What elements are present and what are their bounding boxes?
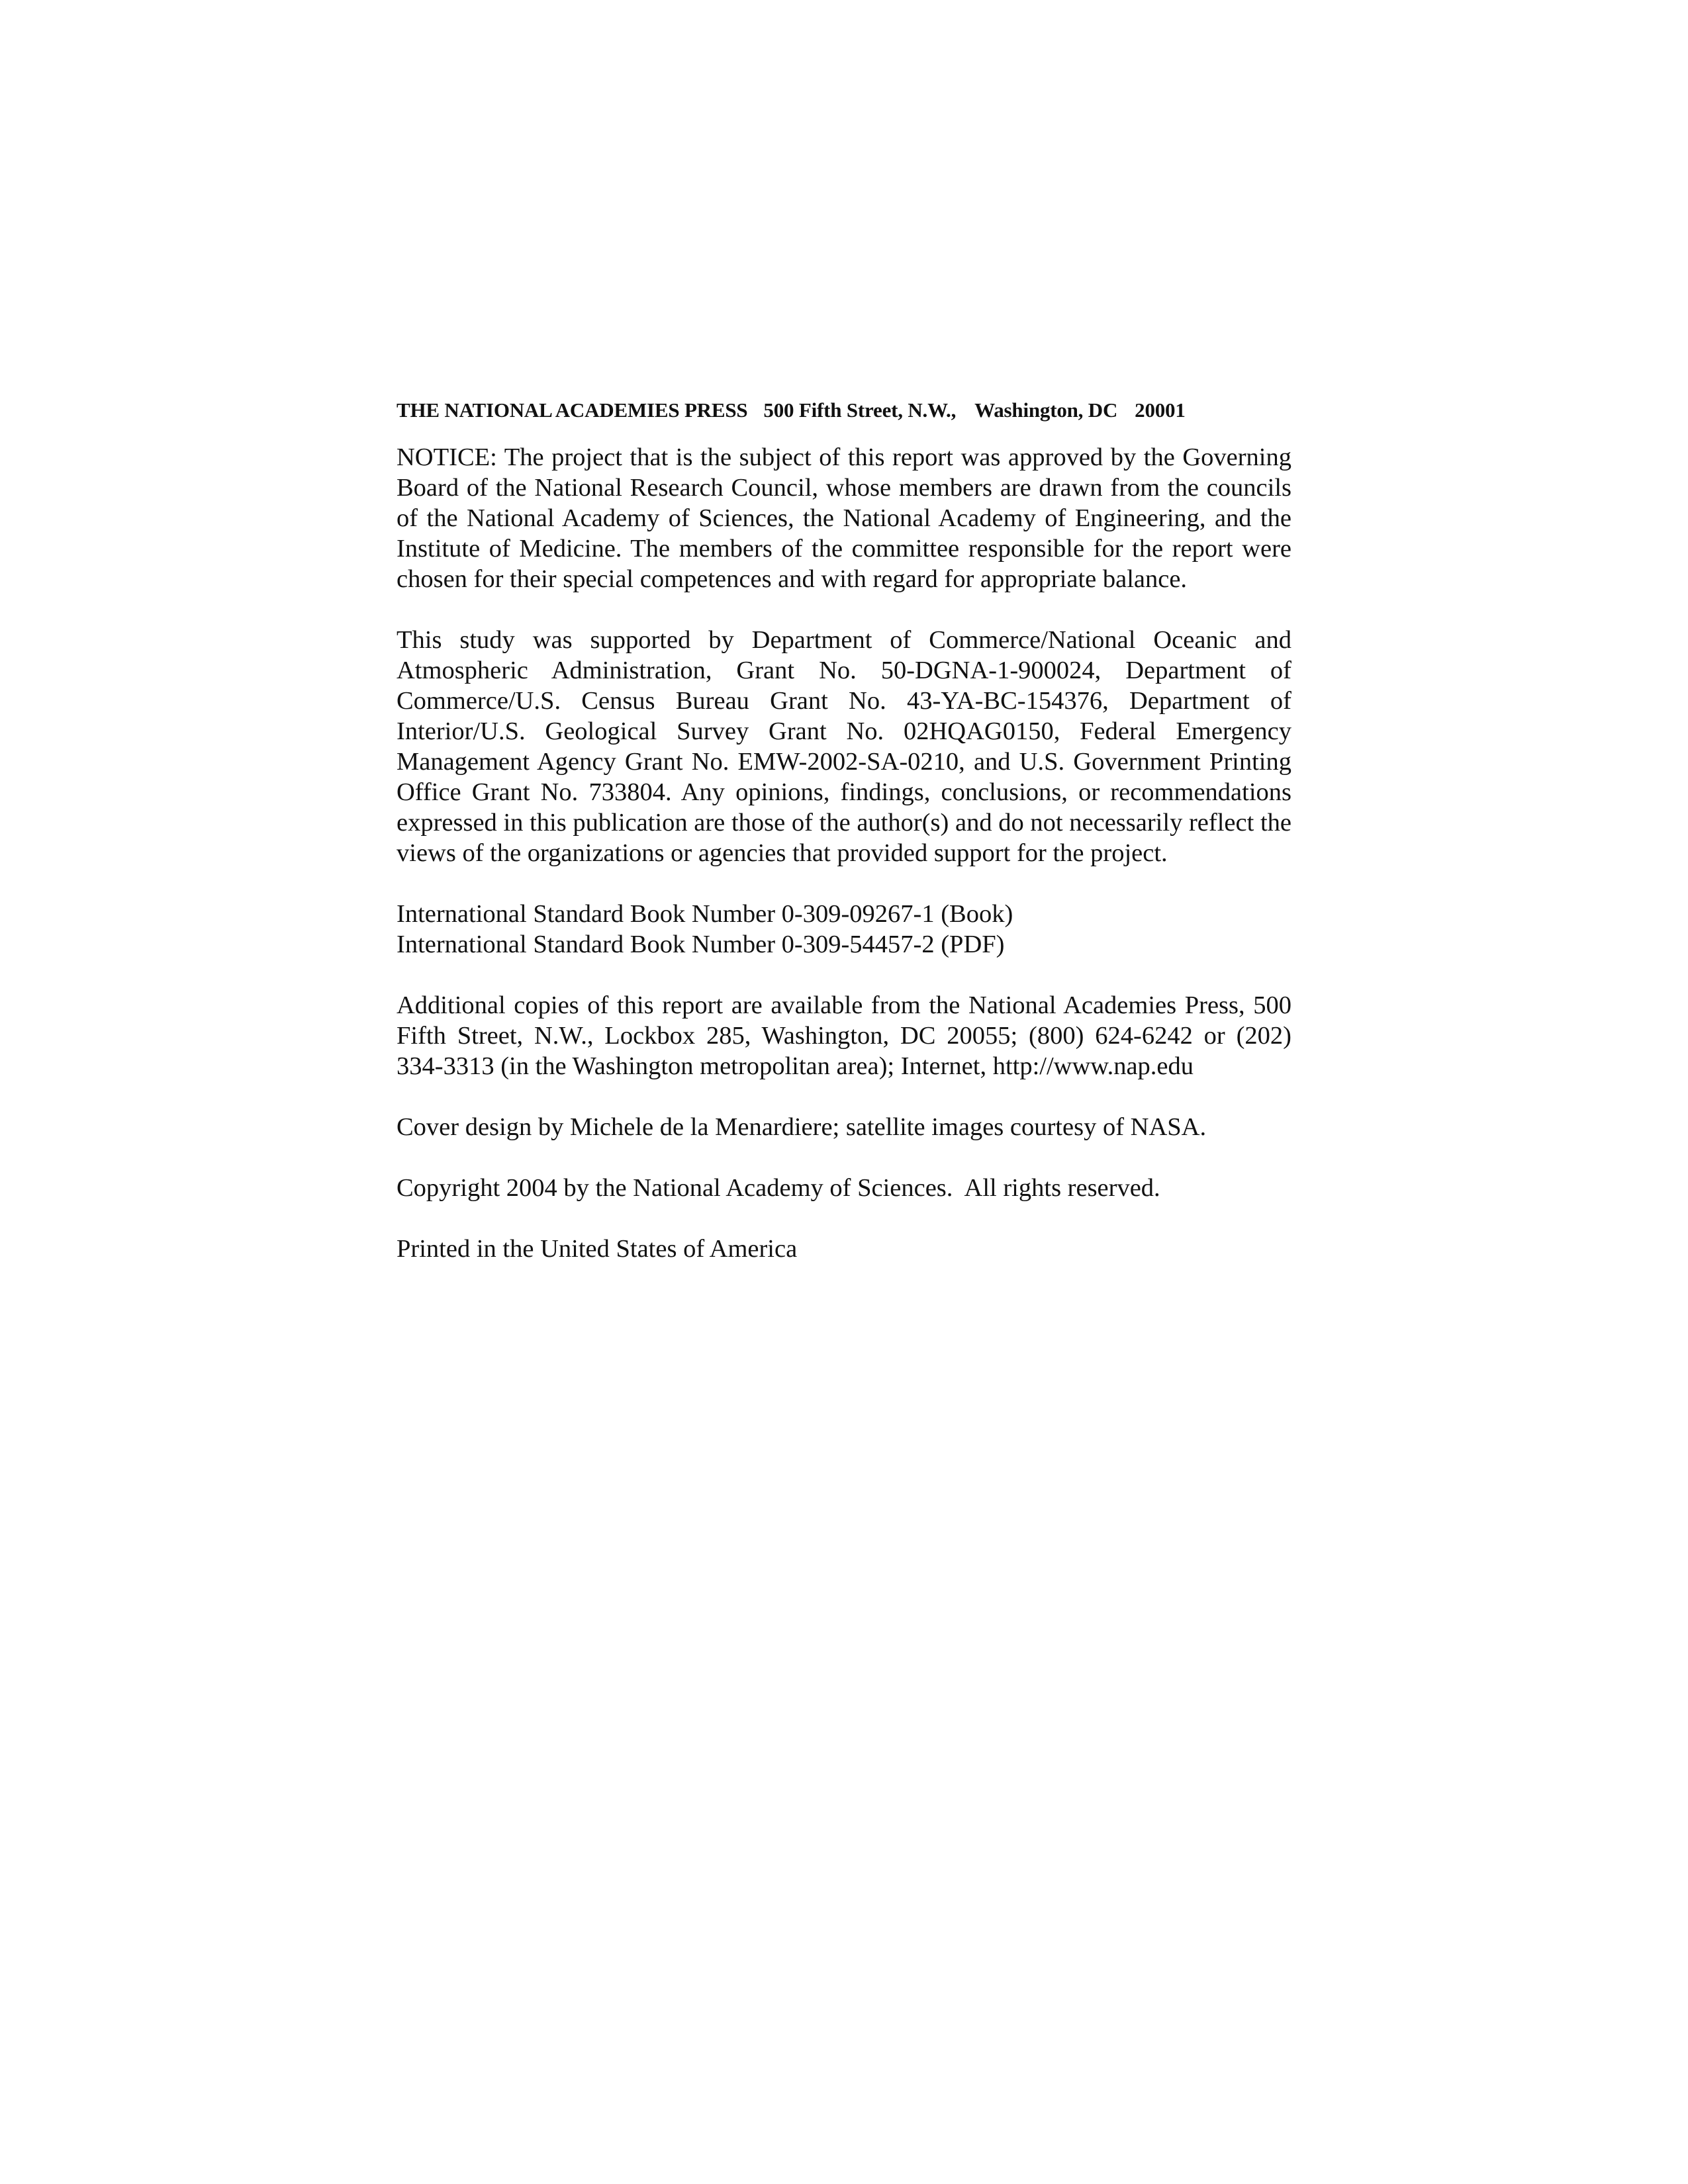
publisher-zip: 20001: [1135, 398, 1186, 422]
copyright-page: [397, 397, 1291, 1264]
publisher-header: [397, 397, 1291, 424]
spacer: [397, 1142, 1291, 1173]
spacer: [397, 1081, 1291, 1112]
publisher-name: THE NATIONAL ACADEMIES PRESS: [397, 398, 748, 422]
spacer: [397, 960, 1291, 990]
isbn-book: International Standard Book Number 0-309-09267-1 (Book): [397, 900, 1013, 928]
isbn-pdf: International Standard Book Number 0-309-54457-2 (PDF): [397, 931, 1005, 958]
isbn-block: [397, 899, 1291, 960]
spacer: [397, 1203, 1291, 1234]
publisher-city: Washington, DC: [974, 398, 1118, 422]
copyright-line: Copyright 2004 by the National Academy of Sciences. All rights reserved.: [397, 1174, 1160, 1202]
spacer: [397, 868, 1291, 899]
spacer: [397, 594, 1291, 625]
printed-line: Printed in the United States of America: [397, 1235, 798, 1263]
copies-paragraph: Additional copies of this report are available from the National Academies Press, 500 Fifth Street, N.W., Lockbox 285, Washington, DC 20055; (800) 624-6242 or (202) 334-3313 (in the Washington metropolitan area); Internet, http://www.nap.edu: [397, 991, 1291, 1080]
publisher-street: 500 Fifth Street, N.W.,: [763, 398, 957, 422]
support-paragraph: This study was supported by Department of Commerce/National Oceanic and Atmospheric Administration, Grant No. 50-DGNA-1-900024, Department of Commerce/U.S. Census Bureau Grant No. 43-YA-BC-154376, Department of Interior/U.S. Geological Survey Grant No. 02HQAG0150, Federal Emergency Management Agency Grant No. EMW-2002-SA-0210, and U.S. Government Printing Office Grant No. 733804. Any opinions, findings, conclusions, or recommendations expressed in this publication are those of the author(s) and do not necessarily reflect the views of the organizations or agencies that provided support for the project.: [397, 626, 1291, 867]
notice-paragraph: NOTICE: The project that is the subject of this report was approved by the Governing Board of the National Research Council, whose members are drawn from the councils of the National Academy of Sciences, the National Academy of Engineering, and the Institute of Medicine. The members of the committee responsible for the report were chosen for their special competences and with regard for appropriate balance.: [397, 443, 1291, 593]
cover-credit: Cover design by Michele de la Menardiere; satellite images courtesy of NASA.: [397, 1113, 1207, 1141]
